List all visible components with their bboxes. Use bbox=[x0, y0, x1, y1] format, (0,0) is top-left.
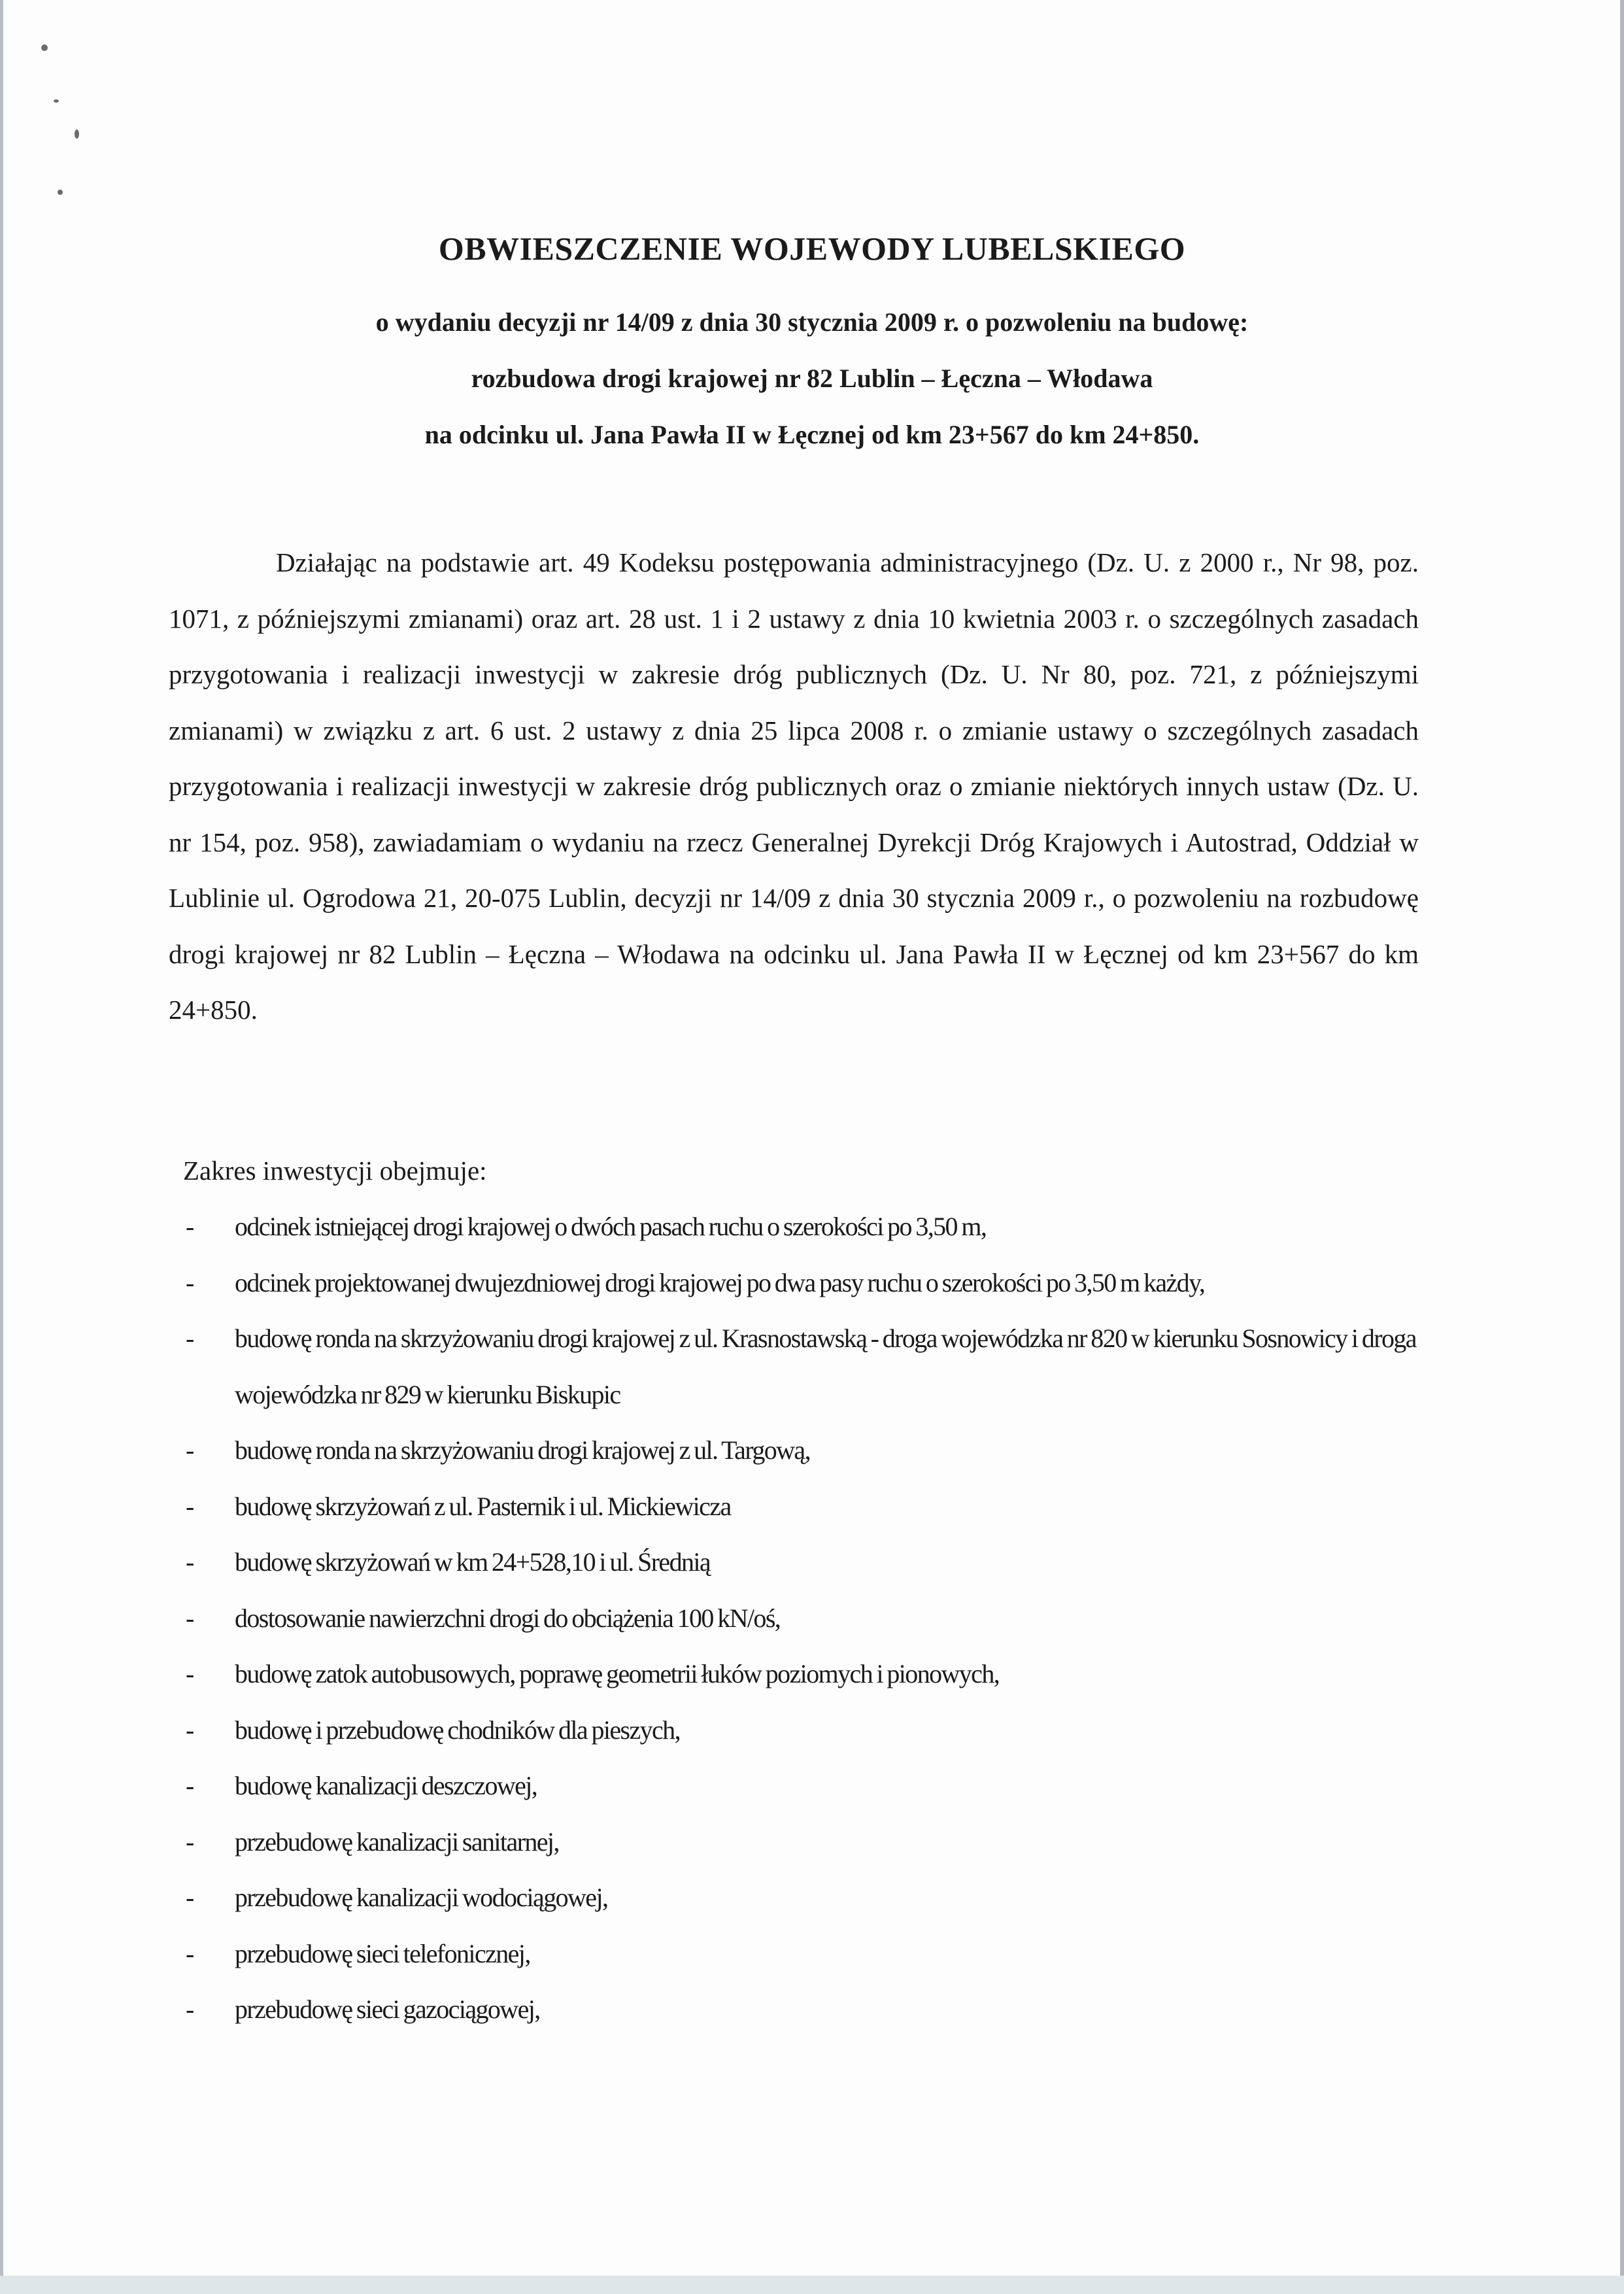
list-item-text: odcinek projektowanej dwujezdniowej drogi krajowej po dwa pasy ruchu o szerokości po 3,50 m każdy, bbox=[235, 1267, 1205, 1297]
list-item bbox=[183, 1758, 1425, 1814]
legal-basis-paragraph: Działając na podstawie art. 49 Kodeksu postępowania administracyjnego (Dz. U. z 2000 r., Nr 98, poz. 1071, z późniejszymi zmianami) oraz art. 28 ust. 1 i 2 ustawy z dnia 10 kwietnia 2003 r. o szczególnych zasadach przygotowania i realizacji inwestycji w zakresie dróg publicznych (Dz. U. Nr 80, poz. 721, z późniejszymi zmianami) w związku z art. 6 ust. 2 ustawy z dnia 25 lipca 2008 r. o zmianie ustawy o szczególnych zasadach przygotowania i realizacji inwestycji w zakresie dróg publicznych oraz o zmianie niektórych innych ustaw (Dz. U. nr 154, poz. 958), zawiadamiam o wydaniu na rzecz Generalnej Dyrekcji Dróg Krajowych i Autostrad, Oddział w Lublinie ul. Ogrodowa 21, 20-075 Lublin, decyzji nr 14/09 z dnia 30 stycznia 2009 r., o pozwoleniu na rozbudowę drogi krajowej nr 82 Lublin – Łęczna – Włodawa na odcinku ul. Jana Pawła II w Łęcznej od km 23+567 do km 24+850. bbox=[169, 547, 1419, 1025]
list-item-text: przebudowę kanalizacji wodociągowej, bbox=[235, 1883, 608, 1912]
dash-bullet-icon: - bbox=[186, 1883, 194, 1912]
list-item bbox=[183, 1870, 1425, 1926]
dash-bullet-icon: - bbox=[186, 1994, 194, 2024]
list-item bbox=[183, 1926, 1425, 1982]
list-item bbox=[183, 1199, 1425, 1255]
dash-bullet-icon: - bbox=[186, 1603, 194, 1633]
dash-bullet-icon: - bbox=[186, 1324, 194, 1353]
list-item bbox=[183, 1646, 1425, 1702]
scope-list bbox=[183, 1199, 1425, 2038]
subtitle-line-1: o wydaniu decyzji nr 14/09 z dnia 30 stycznia 2009 r. o pozwoleniu na budowę: bbox=[375, 307, 1249, 337]
list-item-text: budowę kanalizacji deszczowej, bbox=[235, 1771, 537, 1800]
subtitle-line-3: na odcinku ul. Jana Pawła II w Łęcznej od km 23+567 do km 24+850. bbox=[424, 420, 1200, 449]
dash-bullet-icon: - bbox=[186, 1435, 194, 1465]
dash-bullet-icon: - bbox=[186, 1547, 194, 1577]
scan-speck bbox=[75, 129, 79, 139]
subtitle-line-2: rozbudowa drogi krajowej nr 82 Lublin – Łęczna – Włodawa bbox=[471, 364, 1153, 393]
list-item-text: budowę ronda na skrzyżowaniu drogi krajowej z ul. Targową, bbox=[235, 1435, 810, 1465]
list-item bbox=[183, 1814, 1425, 1870]
dash-bullet-icon: - bbox=[186, 1659, 194, 1688]
dash-bullet-icon: - bbox=[186, 1826, 194, 1857]
list-item-text: budowę skrzyżowań w km 24+528,10 i ul. Średnią bbox=[235, 1547, 711, 1577]
list-item-text: odcinek istniejącej drogi krajowej o dwóch pasach ruchu o szerokości po 3,50 m, bbox=[235, 1212, 987, 1241]
list-item bbox=[183, 1422, 1425, 1479]
list-item bbox=[183, 1310, 1425, 1422]
investment-scope-section bbox=[183, 1142, 1425, 2038]
dash-bullet-icon: - bbox=[186, 1212, 194, 1241]
dash-bullet-icon: - bbox=[186, 1771, 194, 1800]
list-item-text: przebudowę sieci gazociągowej, bbox=[235, 1994, 540, 2024]
document-header bbox=[0, 229, 1624, 463]
list-item bbox=[183, 1702, 1425, 1758]
list-item-text: dostosowanie nawierzchni drogi do obciążenia 100 kN/oś, bbox=[235, 1603, 781, 1633]
list-item-text: przebudowę kanalizacji sanitarnej, bbox=[235, 1826, 559, 1857]
list-item-text: budowę zatok autobusowych, poprawę geometrii łuków poziomych i pionowych, bbox=[235, 1659, 1000, 1688]
scan-speck bbox=[58, 190, 63, 195]
scan-speck bbox=[41, 44, 48, 51]
scan-edge-bottom bbox=[0, 2276, 1624, 2294]
list-item bbox=[183, 1534, 1425, 1590]
list-item-text: budowę skrzyżowań z ul. Pasternik i ul. Mickiewicza bbox=[235, 1491, 731, 1521]
document-title: OBWIESZCZENIE WOJEWODY LUBELSKIEGO bbox=[438, 230, 1186, 267]
dash-bullet-icon: - bbox=[186, 1938, 194, 1968]
dash-bullet-icon: - bbox=[186, 1491, 194, 1521]
list-item bbox=[183, 1255, 1425, 1311]
list-item-text: budowę ronda na skrzyżowaniu drogi krajowej z ul. Krasnostawską - droga wojewódzka nr 820 w kierunku Sosnowicy i droga wojewódzka nr 829 w kierunku Biskupic bbox=[235, 1324, 1416, 1409]
scope-heading: Zakres inwestycji obejmuje: bbox=[183, 1156, 487, 1186]
list-item-text: przebudowę sieci telefonicznej, bbox=[235, 1938, 530, 1968]
scan-speck bbox=[54, 99, 59, 103]
list-item bbox=[183, 1590, 1425, 1647]
dash-bullet-icon: - bbox=[186, 1267, 194, 1297]
dash-bullet-icon: - bbox=[186, 1715, 194, 1745]
list-item bbox=[183, 1981, 1425, 2038]
list-item-text: budowę i przebudowę chodników dla pieszych, bbox=[235, 1715, 680, 1745]
list-item bbox=[183, 1479, 1425, 1535]
